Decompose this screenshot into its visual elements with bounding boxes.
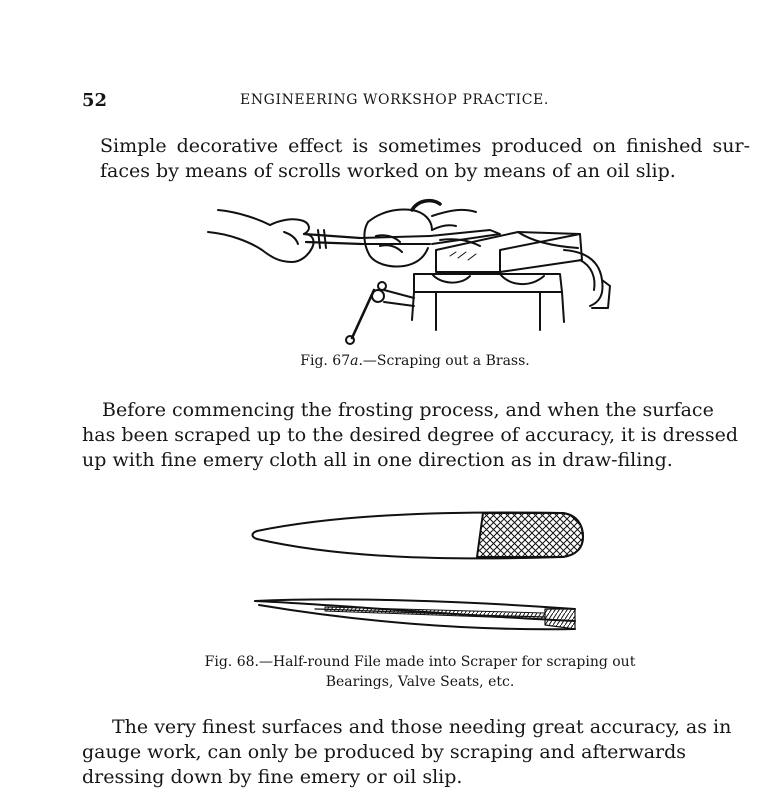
half-round-file-scraper-illustration bbox=[245, 505, 590, 643]
caption-prefix: Fig. 67 bbox=[300, 353, 351, 369]
paragraph-line: Simple decorative effect is sometimes produced on finished sur- bbox=[100, 135, 750, 157]
caption-line: Bearings, Valve Seats, etc. bbox=[325, 674, 515, 690]
page-number: 52 bbox=[82, 90, 108, 111]
paragraph-line: gauge work, can only be produced by scraping and afterwards bbox=[82, 741, 687, 763]
caption-text: .—Scraping out a Brass. bbox=[358, 353, 530, 369]
caption-line: Fig. 68.—Half-round File made into Scraper for scraping out bbox=[204, 654, 636, 670]
paragraph-line: The very finest surfaces and those needing great accuracy, as in bbox=[112, 716, 732, 738]
paragraph-line: has been scraped up to the desired degree of accuracy, it is dressed bbox=[82, 424, 739, 446]
figure-67a-caption bbox=[250, 353, 580, 369]
paragraph-line: faces by means of scrolls worked on by means of an oil slip. bbox=[100, 160, 676, 182]
caption-italic-letter: a bbox=[350, 353, 359, 369]
paragraph-2 bbox=[82, 398, 752, 473]
paragraph-line: Before commencing the frosting process, and when the surface bbox=[102, 399, 714, 421]
paragraph-line: dressing down by fine emery or oil slip. bbox=[82, 766, 463, 788]
scraping-brass-illustration bbox=[200, 190, 630, 350]
figure-68-caption bbox=[150, 652, 690, 692]
running-head: ENGINEERING WORKSHOP PRACTICE. bbox=[240, 92, 549, 108]
paragraph-1 bbox=[100, 134, 750, 184]
paragraph-line: up with fine emery cloth all in one direction as in draw-filing. bbox=[82, 449, 673, 471]
paragraph-3 bbox=[82, 715, 752, 790]
